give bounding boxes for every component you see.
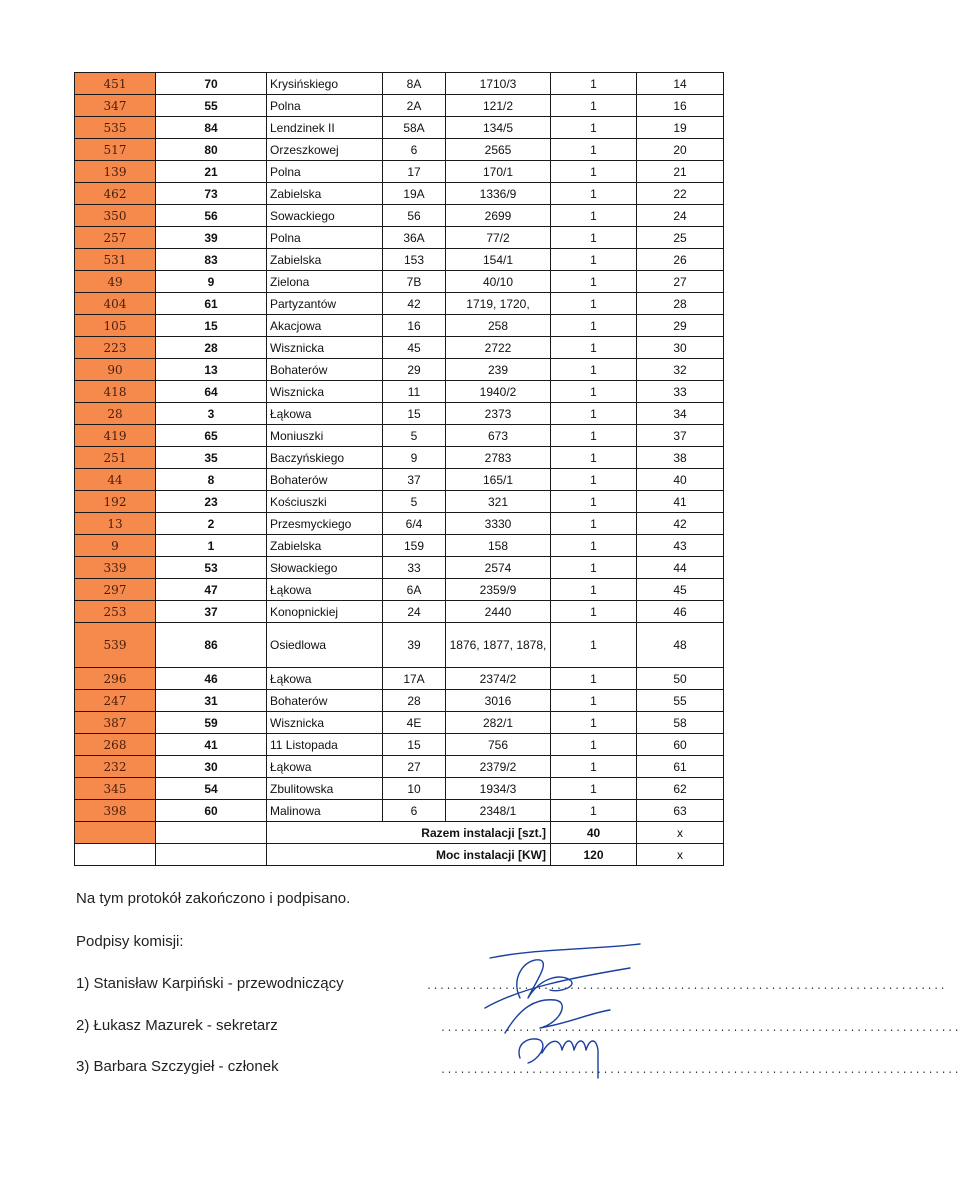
signature-line-3: ................................................................................ xyxy=(440,1066,960,1077)
table-row xyxy=(75,359,724,381)
cell-house: 15 xyxy=(383,734,446,756)
cell-qty: 1 xyxy=(551,513,637,535)
cell-nr: 23 xyxy=(156,491,267,513)
cell-pos: 58 xyxy=(637,712,724,734)
table-row xyxy=(75,293,724,315)
cell-plot: 40/10 xyxy=(446,271,551,293)
signature-line-1: ................................................................................ xyxy=(426,982,947,993)
cell-nr: 54 xyxy=(156,778,267,800)
cell-plot: 1940/2 xyxy=(446,381,551,403)
cell-pos: 28 xyxy=(637,293,724,315)
cell-pos: 63 xyxy=(637,800,724,822)
cell-qty: 1 xyxy=(551,183,637,205)
cell-pos: 19 xyxy=(637,117,724,139)
cell-street: Polna xyxy=(267,95,383,117)
cell-nr: 1 xyxy=(156,535,267,557)
cell-lp: 539 xyxy=(75,623,156,668)
cell-plot: 1710/3 xyxy=(446,73,551,95)
cell-house: 36A xyxy=(383,227,446,249)
table-row xyxy=(75,668,724,690)
signature-line-2: ................................................................................ xyxy=(440,1024,960,1035)
cell-street: Orzeszkowej xyxy=(267,139,383,161)
cell-plot: 2379/2 xyxy=(446,756,551,778)
cell-pos: 62 xyxy=(637,778,724,800)
cell-house: 37 xyxy=(383,469,446,491)
cell-plot: 756 xyxy=(446,734,551,756)
cell-nr: 13 xyxy=(156,359,267,381)
cell-plot: 134/5 xyxy=(446,117,551,139)
summary-x: x xyxy=(637,822,724,844)
cell-street: Przesmyckiego xyxy=(267,513,383,535)
cell-qty: 1 xyxy=(551,337,637,359)
cell-nr: 39 xyxy=(156,227,267,249)
cell-street: Konopnickiej xyxy=(267,601,383,623)
cell-plot: 321 xyxy=(446,491,551,513)
cell-nr: 8 xyxy=(156,469,267,491)
cell-pos: 27 xyxy=(637,271,724,293)
cell-house: 2A xyxy=(383,95,446,117)
cell-plot: 2565 xyxy=(446,139,551,161)
cell-house: 6 xyxy=(383,800,446,822)
table-row xyxy=(75,249,724,271)
cell-nr: 65 xyxy=(156,425,267,447)
cell-nr: 70 xyxy=(156,73,267,95)
cell-lp-empty xyxy=(75,844,156,866)
cell-lp: 44 xyxy=(75,469,156,491)
cell-house: 6/4 xyxy=(383,513,446,535)
cell-plot: 673 xyxy=(446,425,551,447)
cell-pos: 42 xyxy=(637,513,724,535)
cell-house: 27 xyxy=(383,756,446,778)
cell-street: Malinowa xyxy=(267,800,383,822)
cell-street: Zabielska xyxy=(267,249,383,271)
table-row xyxy=(75,601,724,623)
cell-house: 39 xyxy=(383,623,446,668)
cell-pos: 46 xyxy=(637,601,724,623)
cell-house: 24 xyxy=(383,601,446,623)
cell-street: Słowackiego xyxy=(267,557,383,579)
cell-house: 15 xyxy=(383,403,446,425)
cell-qty: 1 xyxy=(551,712,637,734)
cell-pos: 61 xyxy=(637,756,724,778)
cell-qty: 1 xyxy=(551,73,637,95)
cell-house: 45 xyxy=(383,337,446,359)
cell-lp: 345 xyxy=(75,778,156,800)
cell-qty: 1 xyxy=(551,315,637,337)
cell-pos: 21 xyxy=(637,161,724,183)
cell-street: Sowackiego xyxy=(267,205,383,227)
cell-street: Bohaterów xyxy=(267,359,383,381)
cell-plot: 1934/3 xyxy=(446,778,551,800)
cell-street: Akacjowa xyxy=(267,315,383,337)
cell-pos: 29 xyxy=(637,315,724,337)
cell-lp: 296 xyxy=(75,668,156,690)
cell-plot: 258 xyxy=(446,315,551,337)
cell-pos: 26 xyxy=(637,249,724,271)
cell-lp: 418 xyxy=(75,381,156,403)
cell-street: Łąkowa xyxy=(267,579,383,601)
table-row xyxy=(75,712,724,734)
table-row xyxy=(75,117,724,139)
handwritten-signatures xyxy=(480,938,680,1088)
cell-nr: 31 xyxy=(156,690,267,712)
cell-plot: 77/2 xyxy=(446,227,551,249)
cell-pos: 60 xyxy=(637,734,724,756)
cell-qty: 1 xyxy=(551,95,637,117)
cell-plot: 2440 xyxy=(446,601,551,623)
cell-pos: 33 xyxy=(637,381,724,403)
cell-street: Łąkowa xyxy=(267,403,383,425)
cell-plot: 282/1 xyxy=(446,712,551,734)
cell-lp: 347 xyxy=(75,95,156,117)
cell-street: Bohaterów xyxy=(267,469,383,491)
cell-qty: 1 xyxy=(551,403,637,425)
cell-pos: 30 xyxy=(637,337,724,359)
summary-label: Razem instalacji [szt.] xyxy=(267,822,551,844)
cell-lp: 339 xyxy=(75,557,156,579)
cell-qty: 1 xyxy=(551,623,637,668)
cell-qty: 1 xyxy=(551,756,637,778)
cell-street: Zbulitowska xyxy=(267,778,383,800)
table-row xyxy=(75,381,724,403)
cell-plot: 2348/1 xyxy=(446,800,551,822)
cell-street: Lendzinek II xyxy=(267,117,383,139)
summary-x: x xyxy=(637,844,724,866)
summary-label: Moc instalacji [KW] xyxy=(267,844,551,866)
signature-stroke-6 xyxy=(485,968,630,1008)
cell-qty: 1 xyxy=(551,227,637,249)
cell-lp: 531 xyxy=(75,249,156,271)
cell-nr: 9 xyxy=(156,271,267,293)
cell-house: 6 xyxy=(383,139,446,161)
cell-lp: 49 xyxy=(75,271,156,293)
cell-lp: 350 xyxy=(75,205,156,227)
cell-street: Polna xyxy=(267,227,383,249)
cell-qty: 1 xyxy=(551,535,637,557)
cell-nr: 37 xyxy=(156,601,267,623)
cell-pos: 40 xyxy=(637,469,724,491)
cell-nr: 46 xyxy=(156,668,267,690)
signatory-chair: 1) Stanisław Karpiński - przewodniczący xyxy=(76,975,344,992)
cell-pos: 37 xyxy=(637,425,724,447)
summary-row xyxy=(75,822,724,844)
cell-nr: 83 xyxy=(156,249,267,271)
cell-house: 5 xyxy=(383,425,446,447)
cell-plot: 158 xyxy=(446,535,551,557)
cell-lp: 398 xyxy=(75,800,156,822)
cell-house: 10 xyxy=(383,778,446,800)
cell-street: Łąkowa xyxy=(267,668,383,690)
table-row xyxy=(75,227,724,249)
cell-nr: 61 xyxy=(156,293,267,315)
cell-pos: 34 xyxy=(637,403,724,425)
table-row xyxy=(75,756,724,778)
cell-pos: 41 xyxy=(637,491,724,513)
cell-lp: 517 xyxy=(75,139,156,161)
cell-house: 6A xyxy=(383,579,446,601)
cell-house: 17 xyxy=(383,161,446,183)
cell-qty: 1 xyxy=(551,425,637,447)
cell-lp: 404 xyxy=(75,293,156,315)
cell-lp: 192 xyxy=(75,491,156,513)
cell-lp-empty xyxy=(75,822,156,844)
cell-lp: 297 xyxy=(75,579,156,601)
cell-pos: 24 xyxy=(637,205,724,227)
table-row xyxy=(75,690,724,712)
cell-qty: 1 xyxy=(551,381,637,403)
cell-nr: 41 xyxy=(156,734,267,756)
cell-street: Baczyńskiego xyxy=(267,447,383,469)
cell-qty: 1 xyxy=(551,205,637,227)
cell-qty: 1 xyxy=(551,447,637,469)
cell-nr: 80 xyxy=(156,139,267,161)
signatures-heading: Podpisy komisji: xyxy=(76,933,184,950)
cell-qty: 1 xyxy=(551,249,637,271)
cell-lp: 13 xyxy=(75,513,156,535)
cell-pos: 45 xyxy=(637,579,724,601)
cell-nr: 28 xyxy=(156,337,267,359)
cell-plot: 1876, 1877, 1878, xyxy=(446,623,551,668)
signature-stroke-3 xyxy=(505,1000,610,1033)
table-row xyxy=(75,337,724,359)
cell-plot: 165/1 xyxy=(446,469,551,491)
closing-statement: Na tym protokół zakończono i podpisano. xyxy=(76,890,351,907)
cell-street: Partyzantów xyxy=(267,293,383,315)
cell-pos: 55 xyxy=(637,690,724,712)
cell-plot: 121/2 xyxy=(446,95,551,117)
cell-street: 11 Listopada xyxy=(267,734,383,756)
summary-value: 120 xyxy=(551,844,637,866)
cell-empty xyxy=(156,822,267,844)
cell-lp: 223 xyxy=(75,337,156,359)
cell-street: Moniuszki xyxy=(267,425,383,447)
cell-pos: 16 xyxy=(637,95,724,117)
cell-nr: 21 xyxy=(156,161,267,183)
signature-stroke-5 xyxy=(542,1041,598,1078)
cell-nr: 35 xyxy=(156,447,267,469)
cell-pos: 25 xyxy=(637,227,724,249)
cell-lp: 253 xyxy=(75,601,156,623)
cell-pos: 20 xyxy=(637,139,724,161)
cell-plot: 170/1 xyxy=(446,161,551,183)
cell-pos: 38 xyxy=(637,447,724,469)
cell-pos: 48 xyxy=(637,623,724,668)
cell-lp: 105 xyxy=(75,315,156,337)
table-row xyxy=(75,469,724,491)
cell-pos: 32 xyxy=(637,359,724,381)
table-row xyxy=(75,425,724,447)
table-row xyxy=(75,491,724,513)
cell-plot: 154/1 xyxy=(446,249,551,271)
cell-pos: 50 xyxy=(637,668,724,690)
cell-street: Zielona xyxy=(267,271,383,293)
cell-qty: 1 xyxy=(551,117,637,139)
cell-nr: 84 xyxy=(156,117,267,139)
cell-house: 7B xyxy=(383,271,446,293)
cell-nr: 30 xyxy=(156,756,267,778)
cell-house: 58A xyxy=(383,117,446,139)
cell-nr: 86 xyxy=(156,623,267,668)
table-row xyxy=(75,447,724,469)
table-row xyxy=(75,557,724,579)
cell-lp: 451 xyxy=(75,73,156,95)
cell-lp: 232 xyxy=(75,756,156,778)
cell-qty: 1 xyxy=(551,469,637,491)
cell-qty: 1 xyxy=(551,161,637,183)
cell-lp: 535 xyxy=(75,117,156,139)
cell-lp: 9 xyxy=(75,535,156,557)
cell-lp: 28 xyxy=(75,403,156,425)
cell-house: 28 xyxy=(383,690,446,712)
signature-stroke-1 xyxy=(490,944,640,958)
cell-nr: 47 xyxy=(156,579,267,601)
table-row xyxy=(75,183,724,205)
cell-nr: 59 xyxy=(156,712,267,734)
cell-pos: 14 xyxy=(637,73,724,95)
cell-house: 5 xyxy=(383,491,446,513)
cell-nr: 53 xyxy=(156,557,267,579)
cell-house: 42 xyxy=(383,293,446,315)
cell-qty: 1 xyxy=(551,139,637,161)
cell-street: Zabielska xyxy=(267,535,383,557)
cell-plot: 1336/9 xyxy=(446,183,551,205)
cell-house: 19A xyxy=(383,183,446,205)
signature-stroke-4 xyxy=(519,1039,543,1063)
cell-plot: 2574 xyxy=(446,557,551,579)
table-row xyxy=(75,271,724,293)
cell-street: Polna xyxy=(267,161,383,183)
cell-qty: 1 xyxy=(551,734,637,756)
cell-street: Wisznicka xyxy=(267,337,383,359)
cell-empty xyxy=(156,844,267,866)
installations-table xyxy=(74,72,724,866)
cell-lp: 251 xyxy=(75,447,156,469)
cell-plot: 2374/2 xyxy=(446,668,551,690)
cell-plot: 3016 xyxy=(446,690,551,712)
cell-qty: 1 xyxy=(551,778,637,800)
cell-lp: 257 xyxy=(75,227,156,249)
signature-stroke-2 xyxy=(517,960,572,998)
table-row xyxy=(75,513,724,535)
cell-plot: 2359/9 xyxy=(446,579,551,601)
cell-lp: 462 xyxy=(75,183,156,205)
cell-qty: 1 xyxy=(551,668,637,690)
cell-lp: 139 xyxy=(75,161,156,183)
cell-qty: 1 xyxy=(551,579,637,601)
cell-plot: 2699 xyxy=(446,205,551,227)
cell-nr: 73 xyxy=(156,183,267,205)
cell-house: 16 xyxy=(383,315,446,337)
cell-street: Bohaterów xyxy=(267,690,383,712)
cell-house: 159 xyxy=(383,535,446,557)
table-row xyxy=(75,800,724,822)
table-row xyxy=(75,73,724,95)
cell-plot: 2783 xyxy=(446,447,551,469)
summary-row xyxy=(75,844,724,866)
cell-qty: 1 xyxy=(551,491,637,513)
cell-qty: 1 xyxy=(551,800,637,822)
cell-plot: 1719, 1720, xyxy=(446,293,551,315)
cell-plot: 2373 xyxy=(446,403,551,425)
cell-nr: 60 xyxy=(156,800,267,822)
summary-value: 40 xyxy=(551,822,637,844)
cell-street: Wisznicka xyxy=(267,712,383,734)
table-row xyxy=(75,623,724,668)
cell-house: 4E xyxy=(383,712,446,734)
table-body xyxy=(75,73,724,866)
cell-qty: 1 xyxy=(551,601,637,623)
cell-lp: 387 xyxy=(75,712,156,734)
cell-street: Wisznicka xyxy=(267,381,383,403)
cell-qty: 1 xyxy=(551,359,637,381)
cell-house: 56 xyxy=(383,205,446,227)
cell-house: 9 xyxy=(383,447,446,469)
cell-house: 17A xyxy=(383,668,446,690)
cell-nr: 56 xyxy=(156,205,267,227)
cell-nr: 15 xyxy=(156,315,267,337)
cell-lp: 247 xyxy=(75,690,156,712)
cell-nr: 55 xyxy=(156,95,267,117)
table-row xyxy=(75,161,724,183)
cell-lp: 268 xyxy=(75,734,156,756)
cell-plot: 3330 xyxy=(446,513,551,535)
table-row xyxy=(75,579,724,601)
cell-house: 153 xyxy=(383,249,446,271)
cell-pos: 44 xyxy=(637,557,724,579)
table-row xyxy=(75,403,724,425)
signatory-secretary: 2) Łukasz Mazurek - sekretarz xyxy=(76,1017,278,1034)
cell-lp: 419 xyxy=(75,425,156,447)
table-row xyxy=(75,95,724,117)
table-row xyxy=(75,535,724,557)
cell-lp: 90 xyxy=(75,359,156,381)
cell-qty: 1 xyxy=(551,690,637,712)
cell-street: Osiedlowa xyxy=(267,623,383,668)
table-row xyxy=(75,778,724,800)
cell-house: 29 xyxy=(383,359,446,381)
cell-nr: 3 xyxy=(156,403,267,425)
table-row xyxy=(75,139,724,161)
cell-plot: 239 xyxy=(446,359,551,381)
cell-pos: 22 xyxy=(637,183,724,205)
cell-plot: 2722 xyxy=(446,337,551,359)
table-row xyxy=(75,315,724,337)
cell-street: Kościuszki xyxy=(267,491,383,513)
table-row xyxy=(75,734,724,756)
cell-qty: 1 xyxy=(551,293,637,315)
cell-nr: 64 xyxy=(156,381,267,403)
cell-street: Zabielska xyxy=(267,183,383,205)
cell-qty: 1 xyxy=(551,271,637,293)
cell-qty: 1 xyxy=(551,557,637,579)
cell-house: 11 xyxy=(383,381,446,403)
signatory-member: 3) Barbara Szczygieł - członek xyxy=(76,1058,279,1075)
table-row xyxy=(75,205,724,227)
cell-street: Krysińskiego xyxy=(267,73,383,95)
cell-house: 33 xyxy=(383,557,446,579)
cell-street: Łąkowa xyxy=(267,756,383,778)
cell-house: 8A xyxy=(383,73,446,95)
cell-pos: 43 xyxy=(637,535,724,557)
cell-nr: 2 xyxy=(156,513,267,535)
